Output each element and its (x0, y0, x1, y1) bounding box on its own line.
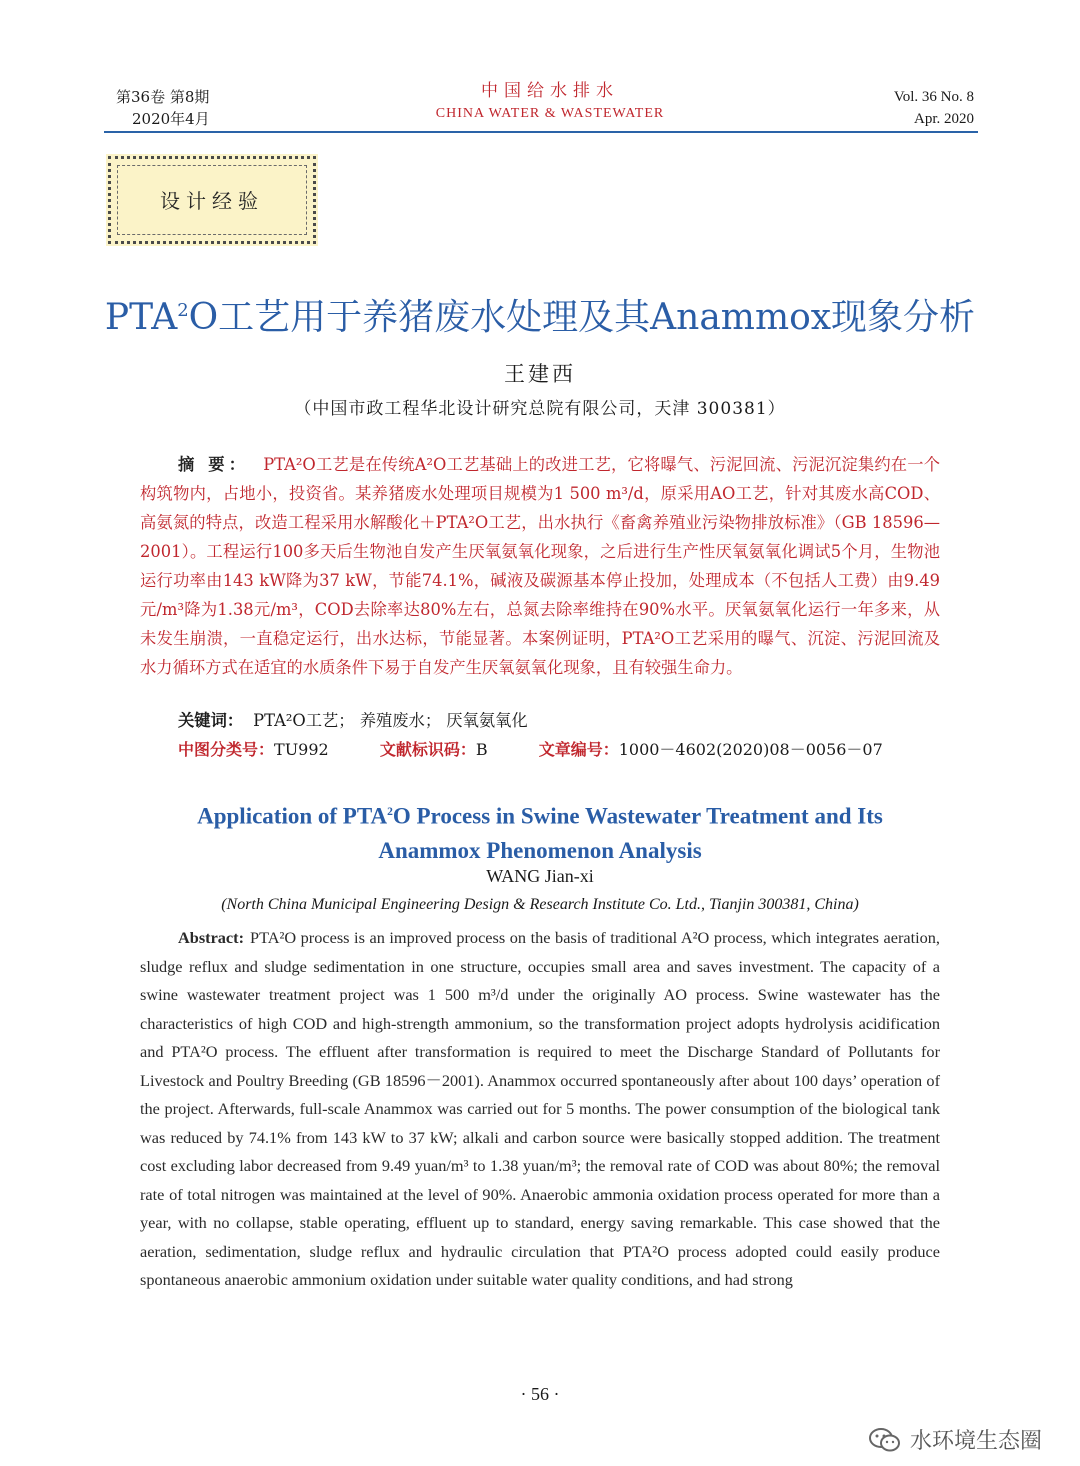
cn-abstract-label: 摘 要： (178, 455, 250, 474)
en-abstract-text: PTA²O process is an improved process on the basis of traditional A²O process, which integrates aeration, sludge reflux and sludge sedimentation in one structure, occupies small area and saves investment. The capacity of a swine wastewater treatment project was 1 500 m³/d under the originally AO process. Swine wastewater has the characteristics of high COD and high-strength ammonium, so the transformation project adopts hydrolysis acidification and PTA²O process. The effluent after transformation is required to meet the Discharge Standard of Pollutants for Livestock and Poultry Breeding (GB 18596－2001). Anammox occurred spontaneously after about 100 days’ operation of the project. Afterwards, full-scale Anammox was carried out for 5 months. The power consumption of the biological tank was reduced by 74.1% from 143 kW to 37 kW; alkali and carbon source were basically stopped addition. The treatment cost excluding labor decreased from 9.49 yuan/m³ to 1.38 yuan/m³; the removal rate of COD was about 80%; the removal rate of total nitrogen was maintained at the level of 90%. Anaerobic ammonia oxidation process operated for more than a year, with no collapse, stable operating, effluent up to standard, energy saving remarkable. This case showed that the aeration, sedimentation, sludge reflux and hydraulic circulation that PTA²O process adopted could easily produce spontaneous anaerobic ammonium oxidation under suitable water quality conditions, and had strong (140, 928, 940, 1289)
keywords (178, 707, 528, 731)
en-title-sup: 2 (387, 806, 393, 818)
title-sup: 2 (177, 300, 189, 321)
en-abstract (140, 924, 940, 1295)
en-affiliation: (North China Municipal Engineering Design & Research Institute Co. Ltd., Tianjin 300381, China) (221, 896, 859, 913)
affiliation: （中国市政工程华北设计研究总院有限公司，天津 300381） (294, 399, 786, 419)
doc-code-label: 文献标识码： (379, 740, 476, 759)
paper-title (0, 286, 1080, 343)
author: 王建西 (504, 362, 576, 386)
volume-issue-en: Vol. 36 No. 8 (893, 89, 974, 105)
en-title (120, 795, 960, 868)
clc-label: 中图分类号： (178, 740, 275, 759)
journal-volume-en (894, 86, 974, 130)
en-abstract-label: Abstract: (178, 928, 245, 947)
journal-volume-issue (116, 86, 210, 130)
page-number: · 56 · (520, 1384, 560, 1404)
cn-abstract (140, 450, 940, 682)
article-no-value: 1000－4602(2020)08－0056－07 (618, 740, 883, 759)
watermark (868, 1424, 1042, 1455)
watermark-text: 水环境生态圈 (909, 1429, 1042, 1454)
en-title-pre: Application of PTA (197, 803, 388, 829)
en-title-line2: Anammox Phenomenon Analysis (378, 837, 702, 863)
title-post: O工艺用于养猪废水处理及其Anammox现象分析 (188, 297, 976, 338)
article-no-label: 文章编号： (538, 740, 619, 759)
column-label: 设计经验 (160, 189, 264, 213)
doc-code-value: B (475, 740, 488, 759)
journal-name-cn: 中国给水排水 (481, 81, 619, 101)
title-pre: PTA (104, 297, 178, 338)
wechat-icon (868, 1427, 902, 1453)
journal-name (380, 80, 720, 126)
classification (178, 737, 883, 760)
keywords-value: PTA²O工艺； 养殖废水； 厌氧氨氧化 (253, 711, 528, 730)
issue-date: 2020年4月 (132, 110, 210, 128)
en-author: WANG Jian-xi (486, 866, 594, 886)
journal-name-en: CHINA WATER & WASTEWATER (435, 106, 665, 121)
cn-abstract-text: PTA²O工艺是在传统A²O工艺基础上的改进工艺，它将曝气、污泥回流、污泥沉淀集约在一个构筑物内，占地小，投资省。某养猪废水处理项目规模为1 500 m³/d，原采用AO工艺，针对其废水高COD、高氨氮的特点，改造工程采用水解酸化＋PTA²O工艺，出水执行《畜禽养殖业污染物排放标准》（GB 18596—2001）。工程运行100多天后生物池自发产生厌氧氨氧化现象，之后进行生产性厌氧氨氧化调试5个月，生物池运行功率由143 kW降为37 kW，节能74.1%，碱液及碳源基本停止投加，处理成本（不包括人工费）由9.49元/m³降为1.38元/m³，COD去除率达80%左右，总氮去除率维持在90%水平。厌氧氨氧化运行一年多来，从未发生崩溃，一直稳定运行，出水达标，节能显著。本案例证明，PTA²O工艺采用的曝气、沉淀、污泥回流及水力循环方式在适宜的水质条件下易于自发产生厌氧氨氧化现象，且有较强生命力。 (140, 455, 940, 677)
en-title-line1 (120, 795, 960, 834)
header-rule (104, 131, 978, 133)
en-title-post: O Process in Swine Wastewater Treatment and Its (392, 803, 883, 829)
issue-date-en: Apr. 2020 (914, 111, 974, 127)
column-label-box (108, 156, 316, 244)
keywords-label: 关键词： (178, 711, 244, 730)
clc-value: TU992 (274, 740, 329, 759)
volume-issue: 第36卷 第8期 (116, 88, 210, 106)
